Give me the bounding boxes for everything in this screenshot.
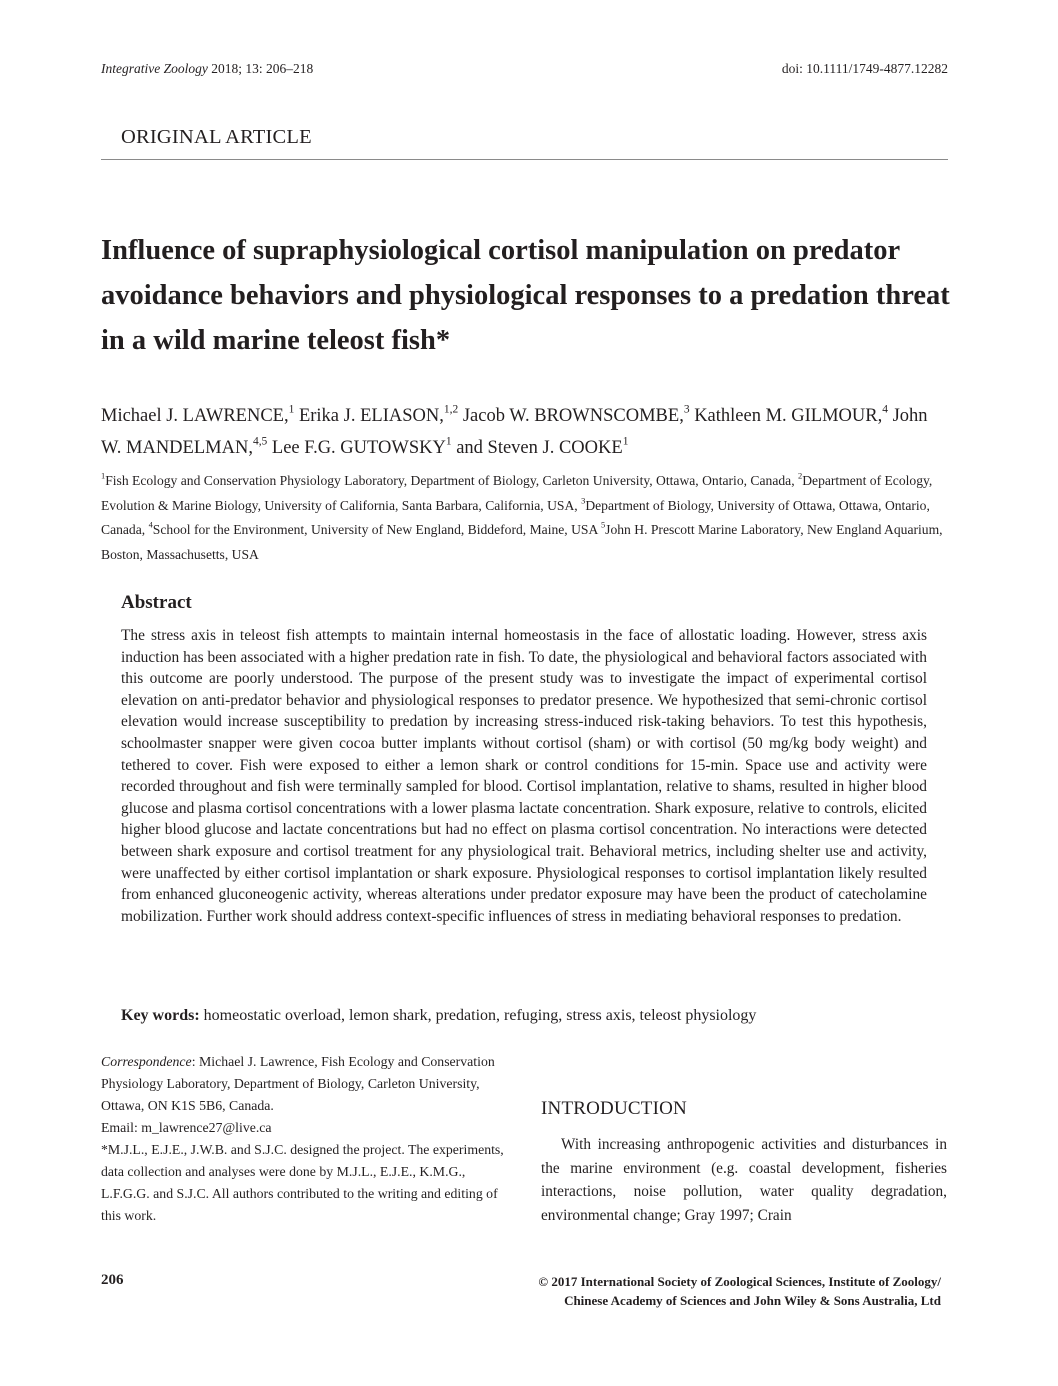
- affiliation-mark: 5: [600, 519, 606, 530]
- article-type-label: ORIGINAL ARTICLE: [121, 126, 312, 148]
- affiliation-mark: 2: [798, 470, 803, 481]
- author-affiliation-mark: 1: [288, 403, 295, 416]
- abstract-text: The stress axis in teleost fish attempts to maintain internal homeostasis in the face of allostatic loading. However, stress axis induction has been associated with a higher predation rate in fish. To date, the physiological and behavioral factors associated with this outcome are poorly understood. The purpose of the present study was to investigate the impact of experimental cortisol elevation on anti-predator behavior and physiological responses to predator presence. We hypothesized that semi-chronic cortisol elevation would increase susceptibility to predation by increasing stress-induced risk-taking behaviors. To test this hypothesis, schoolmaster snapper were given cocoa butter implants without cortisol (sham) or with cortisol (50 mg/kg body weight) and tethered to cover. Fish were exposed to either a lemon shark or control conditions for 15-min. Space use and activity were recorded throughout and fish were terminally sampled for blood. Cortisol implantation, relative to shams, resulted in higher blood glucose and plasma cortisol concentrations with a lower plasma lactate concentration. Shark exposure, relative to controls, elicited higher blood glucose and lactate concentrations but had no effect on plasma cortisol concentration. No interactions were detected between shark exposure and cortisol treatment for any physiological trait. Behavioral metrics, including shelter use and activity, were unaffected by either cortisol implantation or shark exposure. Physiological responses to cortisol implantation likely resulted from enhanced gluconeogenic activity, whereas alterations under predator exposure may have been the product of catecholamine mobilization. Further work should address context-specific influences of stress in mediating behavioral responses to predation.: [121, 627, 927, 925]
- keywords-text: homeostatic overload, lemon shark, predation, refuging, stress axis, teleost physiology: [203, 1007, 757, 1024]
- correspondence-text: : Michael J. Lawrence, Fish Ecology and Conservation Physiology Laboratory, Department of Biology, Carleton University, Ottawa, ON K1S 5B6, Canada.: [101, 1054, 495, 1113]
- running-header-citation: [101, 61, 313, 77]
- author-list: [101, 400, 951, 464]
- author-affiliation-mark: 4,5: [252, 435, 268, 448]
- affiliation: Fish Ecology and Conservation Physiology Laboratory, Department of Biology, Carleton University, Ottawa, Ontario, Canada,: [105, 473, 795, 488]
- copyright-notice: [471, 1272, 941, 1310]
- doi: doi: 10.1111/1749-4877.12282: [781, 61, 948, 76]
- author-affiliation-mark: 3: [683, 403, 690, 416]
- affiliation-list: [101, 469, 951, 567]
- correspondence-label: Correspondence: [101, 1054, 192, 1069]
- affiliation: Department of Ecology, Evolution & Marine Biology, University of California, Santa Barbara, California, USA,: [101, 473, 933, 513]
- author-name: Erika J. ELIASON,: [298, 406, 444, 426]
- copyright-line: © 2017 International Society of Zoological Sciences, Institute of Zoology/: [538, 1274, 941, 1289]
- author-name: Lee F.G. GUTOWSKY: [271, 438, 446, 458]
- affiliation: John H. Prescott Marine Laboratory, New England Aquarium, Boston, Massachusetts, USA: [101, 522, 943, 562]
- affiliation-mark: 4: [148, 519, 153, 530]
- article-title: Influence of supraphysiological cortisol manipulation on predator avoidance behaviors and physiological responses to a predation threat in a wild marine teleost fish*: [101, 235, 950, 356]
- keywords: [121, 1007, 756, 1025]
- affiliation-mark: 1: [101, 470, 106, 481]
- author-name: Kathleen M. GILMOUR,: [694, 406, 883, 426]
- correspondence-footnote: [101, 1051, 513, 1227]
- author-affiliation-mark: 1: [622, 435, 629, 448]
- citation-info: 2018; 13: 206–218: [211, 61, 314, 76]
- contribution-note: *M.J.L., E.J.E., J.W.B. and S.J.C. designed the project. The experiments, data collection and analyses were done by M.J.L., E.J.E., K.M.G., L.F.G.G. and S.J.C. All authors contributed to the writing and editing of this work.: [101, 1142, 504, 1223]
- keywords-label: Key words:: [121, 1007, 200, 1024]
- introduction-heading: INTRODUCTION: [541, 1098, 687, 1119]
- header-divider: [101, 159, 948, 160]
- affiliation: School for the Environment, University of New England, Biddeford, Maine, USA: [152, 522, 598, 537]
- author-name: John W. MANDELMAN,: [101, 406, 928, 458]
- journal-name: Integrative Zoology: [101, 61, 208, 76]
- affiliation-mark: 3: [581, 495, 586, 506]
- introduction-paragraph: With increasing anthropogenic activities and disturbances in the marine environment (e.g. coastal development, fisheries interactions, noise pollution, water quality degradation, environmental change; Gray 1997; Crain: [541, 1136, 947, 1224]
- affiliation: Department of Biology, University of Ottawa, Ottawa, Ontario, Canada,: [101, 497, 930, 537]
- abstract-heading: Abstract: [121, 592, 192, 613]
- page-number: 206: [101, 1272, 124, 1288]
- copyright-line: Chinese Academy of Sciences and John Wiley & Sons Australia, Ltd: [564, 1293, 941, 1308]
- author-affiliation-mark: 4: [882, 403, 888, 416]
- author-name: and Steven J. COOKE: [456, 438, 623, 458]
- correspondence-email: Email: m_lawrence27@live.ca: [101, 1120, 272, 1135]
- author-affiliation-mark: 1,2: [443, 403, 459, 416]
- author-name: Jacob W. BROWNSCOMBE,: [462, 406, 684, 426]
- introduction-text: [541, 1133, 947, 1227]
- author-name: Michael J. LAWRENCE,: [101, 406, 289, 426]
- author-affiliation-mark: 1: [445, 435, 452, 448]
- correspondence-address: [101, 1051, 513, 1117]
